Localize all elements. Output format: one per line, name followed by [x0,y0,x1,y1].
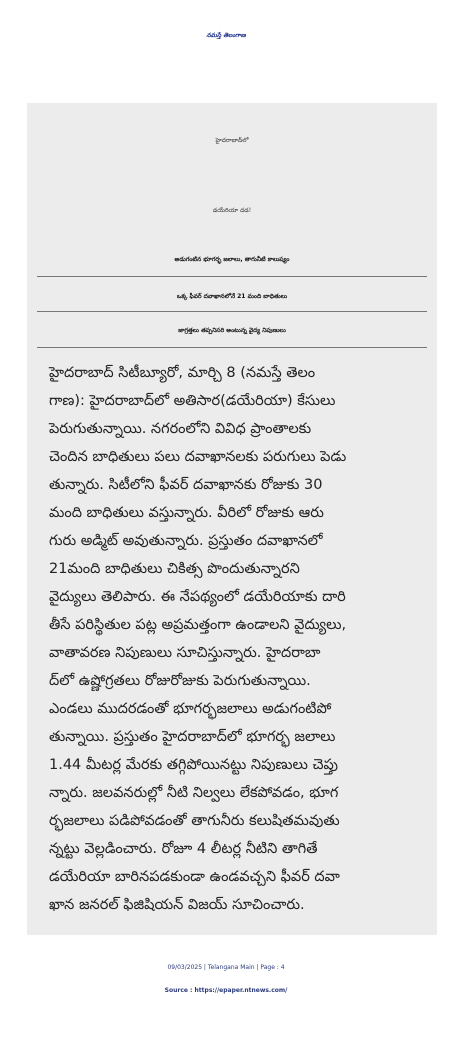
divider-1 [37,276,427,277]
headline-line-2: డయేరియా దడ! [212,207,252,214]
body-line: న్నారు. జలవనరుల్లో నీటి నిల్వలు లేకపోవడం, భూగ [49,785,339,801]
newspaper-logo: నమస్తే తెలంగాణ [206,32,246,39]
article-clipping [27,103,437,935]
body-line: గురు అడ్మిట్ అవుతున్నారు. ప్రస్తుతం దవాఖానలో [49,533,323,549]
edition-info: 09/03/2025 | Telangana Main | Page : 4 [167,964,285,971]
masthead [0,0,452,84]
body-line: పెరుగుతున్నాయి. నగరంలోని వివిధ ప్రాంతాలకు [49,421,312,437]
body-line: న్నట్టు వెల్లడించారు. రోజూ 4 లీటర్ల నీటిని తాగితే [49,841,318,857]
body-line: వాతావరణ నిపుణులు సూచిస్తున్నారు. హైదరాబా [49,645,321,661]
body-line: తున్నాయి. ప్రస్తుతం హైదరాబాద్‌లో భూగర్భ జలాలు [49,729,336,745]
divider-3 [37,347,427,348]
source-link[interactable]: Source : https://epaper.ntnews.com/ [164,987,288,994]
body-line: ఖాన జనరల్ ఫిజిషియన్ విజయ్ సూచించారు. [49,897,305,913]
subheadline-3: జాగ్రత్తలు తప్పనిసరి అంటున్న వైద్య నిపుణులు [178,327,286,334]
subheadline-1: అడుగంటిన భూగర్భ జలాలు, తాగునీటి కాలుష్యం [174,256,290,263]
body-line: ద్‌లో ఉష్ణోగ్రతలు రోజురోజుకు పెరుగుతున్నాయి. [49,673,311,689]
subheadline-2: ఒక్క ఫీవర్ దవాఖానలోనే 21 మంది బాధితులు [176,293,288,300]
divider-2 [37,311,427,312]
body-line: తీసే పరిస్థితుల పట్ల అప్రమత్తంగా ఉండాలని వైద్యులు, [49,617,347,633]
body-line: హైదరాబాద్ సిటీబ్యూరో, మార్చి 8 (నమస్తే తెలం [49,365,316,381]
headline-line-1: హైదరాబాద్‌లో [215,137,249,144]
body-line: 1.44 మీటర్ల మేరకు తగ్గిపోయినట్టు నిపుణులు చెప్తు [49,757,338,773]
body-line: వైద్యులు తెలిపారు. ఈ నేపథ్యంలో డయేరియాకు దారి [49,589,346,605]
body-line: చెందిన బాధితులు పలు దవాఖానలకు పరుగులు పెడు [49,449,347,465]
body-line: ఎండలు ముదరడంతో భూగర్భజలాలు అడుగంటిపో [49,701,332,717]
body-line: డయేరియా బారినపడకుండా ఉండవచ్చని ఫీవర్ దవా [49,869,340,885]
body-line: 21మంది బాధితులు చికిత్స పొందుతున్నారని [49,561,300,577]
body-line: ర్భజలాలు పడిపోవడంతో తాగునీరు కలుషితమవుతు [49,813,340,829]
body-line: తున్నారు. సిటీలోని ఫీవర్ దవాఖానకు రోజుకు 30 [49,477,323,493]
article-body [49,359,421,919]
body-line: గాణ): హైదరాబాద్‌లో అతిసార(డయేరియా) కేసులు [49,393,336,409]
body-line: మంది బాధితులు వస్తున్నారు. వీరిలో రోజుకు ఆరు [49,505,324,521]
